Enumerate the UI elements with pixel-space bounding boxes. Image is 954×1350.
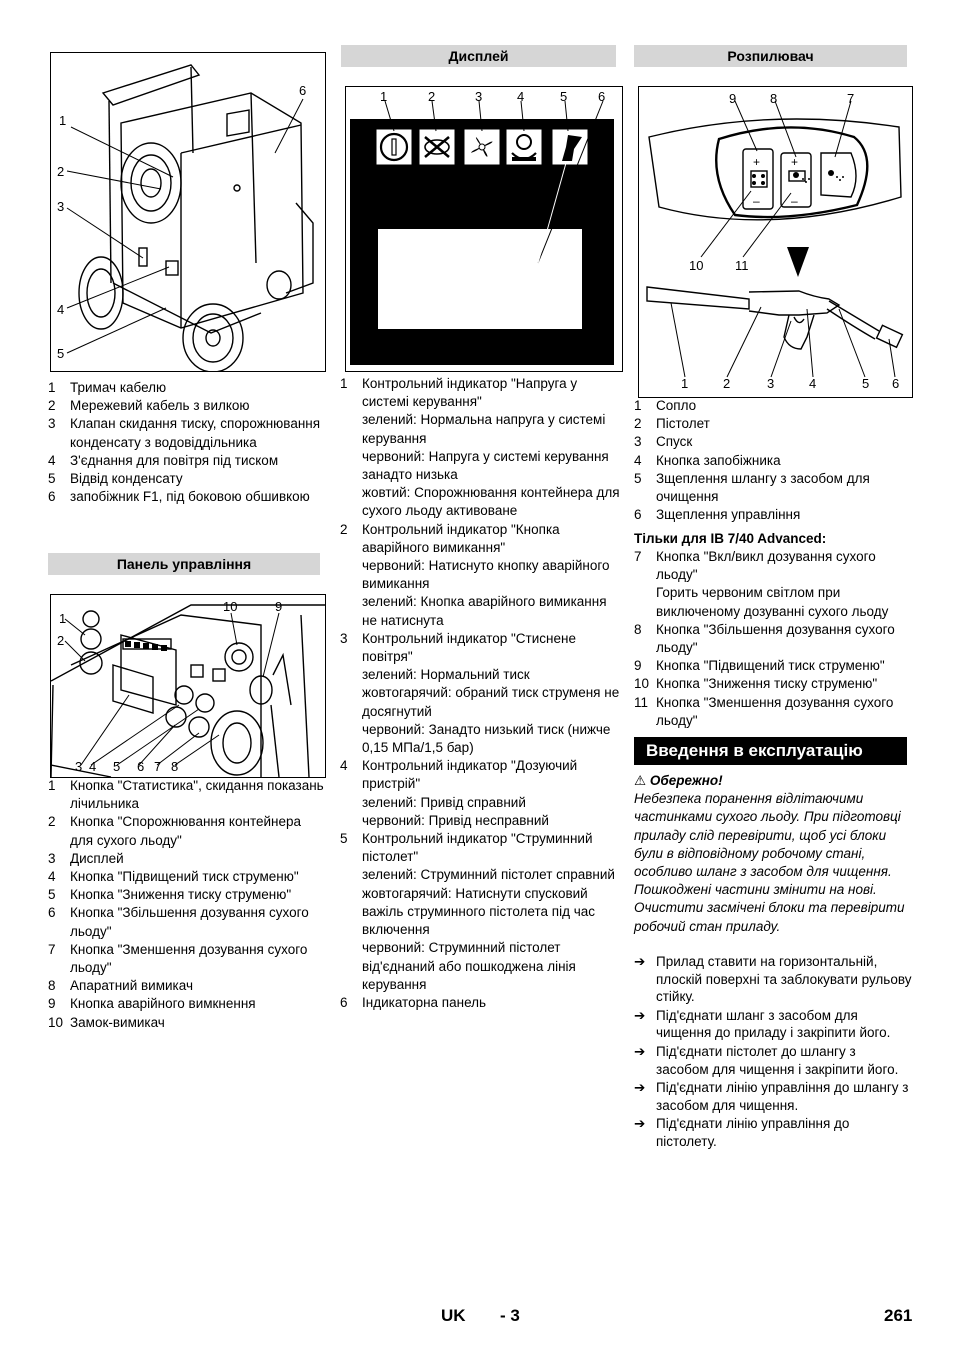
list-item: 3 Спуск [634,434,693,450]
machine-callout-4: 4 [57,302,65,317]
warning-text: Небезпека поранення відлітаючими частинками сухого льоду. При підготовці приладу слід перевірити, щоб усі блоки були в відповідному робочому стані, особливо шланг з засобом для чищення. Пошкоджені частини змінити на нові. Очистити засмічені блоки та перевірити робочий стан приладу. [634,791,905,934]
list-item: ➔ Прилад ставити на горизонтальній, плоскій поверхні та заблокувати рульову стійку. [634,954,912,1005]
list-item: 4 Контрольний індикатор "Дозуючий пристрій" зелений: Привід справний червоний: Привід несправний [340,757,620,830]
list-item: 9 Кнопка "Підвищений тиск струменю" [634,658,885,674]
arrow-right-icon: ➔ [634,954,646,969]
svg-text:–: – [791,194,798,208]
list-item: 6 Зщеплення управління [634,507,801,523]
list-subitem: Горить червоним світлом при виключеному дозуванні сухого льоду [656,585,889,619]
list-item: 1 Контрольний індикатор "Напруга у системі керування" зелений: Нормальна напруга у системі керування червоний: Напруга у системі керування занадто низька жовтий: Спорожнювання контейнера для сухого льоду активоване [340,375,620,521]
panel-parts-list [48,777,326,1032]
advanced-parts-list [634,548,912,730]
panel-callout-4: 4 [89,759,97,774]
warning-title-row [634,772,912,790]
machine-illustration [51,53,325,371]
list-subitem: жовтий: Спорожнювання контейнера для сухого льоду активоване [362,485,620,519]
arrow-right-icon: ➔ [634,1080,646,1096]
power-icon [376,129,412,165]
list-subitem: червоний: Привід несправний [362,812,549,828]
list-item: 7 Кнопка "Зменшення дозування сухого льоду" [48,941,308,976]
list-item: ➔ Під'єднати лінію управління до пістолету. [634,1116,850,1149]
list-item: 6 запобіжник F1, під боковою обшивкою [48,489,310,505]
footer-language: UK [441,1306,466,1325]
machine-callout-6: 6 [299,83,307,98]
panel-callout-5: 5 [113,759,121,774]
sprayer-callout-2: 2 [723,376,731,391]
sprayer-parts-list [634,397,912,524]
dosing-icon [506,129,542,165]
list-item: 2 Кнопка "Спорожнювання контейнера для сухого льоду" [48,814,302,848]
list-item: 6 Кнопка "Збільшення дозування сухого льоду" [48,905,309,939]
list-item: 2 Контрольний індикатор "Кнопка аварійного вимикання" червоний: Натиснуто кнопку аварійного вимикання зелений: Кнопка аварійного вимикання не натиснута [340,521,620,630]
list-item: 7 Кнопка "Вкл/викл дозування сухого льоду" Горить червоним світлом при виключеному дозуванні сухого льоду [634,548,912,621]
gun-icon [552,129,588,165]
list-item: 11 Кнопка "Зменшення дозування сухого льоду" [634,694,894,728]
svg-text:–: – [753,194,760,208]
list-subitem: червоний: Натиснуто кнопку аварійного вимикання [362,558,610,592]
machine-parts-list [48,379,326,506]
panel-callout-9: 9 [275,599,283,614]
list-item: 6 Індикаторна панель [340,994,487,1010]
list-subitem: жовтогарячий: Натиснути спусковий важіль струминного пістолета під час включення [362,885,595,938]
list-subitem: зелений: Струминний пістолет справний [362,867,615,883]
list-subitem: червоний: Занадто низький тиск (нижче 0,15 МПа/1,5 бар) [362,721,611,756]
footer-page-number: 261 [884,1306,913,1325]
panel-callout-8: 8 [171,759,179,774]
list-item: 10 Кнопка "Зниження тиску струменю" [634,676,878,692]
list-item: 5 Контрольний індикатор "Струминний пістолет" зелений: Струминний пістолет справний жовтогарячий: Натиснути спусковий важіль струминного пістолета під час включення червоний: Струминний пістолет від'єднаний або пошкоджена лінія керування [340,830,620,994]
panel-callout-2: 2 [57,633,65,648]
display-callout-1: 1 [380,89,388,104]
list-item: 3 Контрольний індикатор "Стиснене повітря" зелений: Нормальний тиск жовтогарячий: обраний тиск струменя не досягнутий червоний: Занадто низький тиск (нижче 0,15 МПа/1,5 бар) [340,630,620,757]
list-subitem: червоний: Струминний пістолет від'єднаний або пошкоджена лінія керування [362,940,576,992]
sprayer-callout-3: 3 [767,376,775,391]
control-panel-figure [50,594,326,778]
sprayer-callout-8: 8 [770,91,778,106]
advanced-only-label: Тільки для IB 7/40 Advanced: [634,531,827,546]
svg-text:+: + [753,155,761,169]
list-item: 4 Кнопка запобіжника [634,452,781,468]
list-item: 9 Кнопка аварійного вимкнення [48,996,256,1012]
list-item: 3 Клапан скидання тиску, спорожнювання конденсату з водовіддільника [48,416,321,450]
display-section-header: Дисплей [341,45,616,67]
display-figure [345,86,623,372]
svg-text:+: + [791,155,799,169]
sprayer-callout-10: 10 [689,258,704,273]
panel-callout-6: 6 [137,759,145,774]
sprayer-callout-1: 1 [681,376,689,391]
display-callout-4: 4 [517,89,525,104]
list-item: 1 Кнопка "Статистика", скидання показань лічильника [48,778,324,812]
list-item: 3 Дисплей [48,850,124,866]
list-item: 2 Пістолет [634,416,710,432]
list-item: ➔ Під'єднати пістолет до шлангу з засобом для чищення і закріпити його. [634,1043,899,1077]
list-subitem: зелений: Нормальний тиск [362,667,530,683]
machine-callout-1: 1 [59,113,67,128]
list-subitem: зелений: Привід справний [362,794,526,810]
display-callout-6: 6 [598,89,606,104]
sprayer-callout-5: 5 [862,376,870,391]
list-subitem: жовтогарячий: обраний тиск струменя не досягнутий [362,685,620,719]
list-item: 5 Зщеплення шлангу з засобом для очищення [634,470,870,505]
indicator-panel [378,229,582,329]
list-subitem: зелений: Кнопка аварійного вимикання не натиснута [362,594,607,628]
sprayer-callout-7: 7 [847,91,855,106]
sprayer-callout-6: 6 [892,376,900,391]
list-subitem: червоний: Напруга у системі керування занадто низька [362,448,609,483]
sprayer-callout-11: 11 [735,258,749,273]
commissioning-steps [634,953,912,1152]
list-subitem: зелений: Нормальна напруга у системі керування [362,412,606,446]
arrow-down-icon [787,247,809,277]
list-item: 10 Замок-вимикач [48,1014,165,1030]
list-item: 8 Кнопка "Збільшення дозування сухого льоду" [634,621,895,656]
panel-callout-3: 3 [75,759,83,774]
panel-section-header: Панель управління [48,553,320,575]
sprayer-callout-9: 9 [729,91,737,106]
arrow-right-icon: ➔ [634,1007,646,1023]
list-item: ➔ Під'єднати шланг з засобом для чищення до приладу і закріпити його. [634,1007,891,1041]
display-icons [346,87,622,371]
list-item: 1 Сопло [634,398,697,413]
panel-callout-10: 10 [223,599,238,614]
warning-block [634,772,912,936]
list-item: 4 З'єднання для повітря під тиском [48,452,279,468]
warning-title: Обережно! [649,773,723,788]
emergency-stop-icon [419,129,455,165]
list-item: 5 Відвід конденсату [48,471,183,487]
machine-callout-2: 2 [57,164,65,179]
display-callout-5: 5 [560,89,568,104]
machine-callout-3: 3 [57,199,65,214]
commissioning-section-header: Введення в експлуатацію [634,737,907,765]
sprayer-figure [638,86,913,398]
sprayer-section-header: Розпилювач [634,45,907,67]
panel-callout-1: 1 [59,611,67,626]
list-item: 2 Мережевий кабель з вилкою [48,398,250,414]
display-callout-3: 3 [475,89,483,104]
list-item: 1 Тримач кабелю [48,380,167,395]
warning-triangle-icon: ⚠ [634,773,647,788]
display-indicator-list [340,375,620,1012]
display-callout-2: 2 [428,89,436,104]
fan-icon [464,129,500,165]
sprayer-callout-4: 4 [809,376,817,391]
machine-figure [50,52,326,372]
arrow-right-icon: ➔ [634,1116,646,1132]
sprayer-illustration [639,87,912,397]
list-item: 4 Кнопка "Підвищений тиск струменю" [48,869,299,885]
list-item: 5 Кнопка "Зниження тиску струменю" [48,887,292,903]
machine-callout-5: 5 [57,346,65,361]
arrow-right-icon: ➔ [634,1043,646,1059]
panel-callout-7: 7 [154,759,162,774]
panel-illustration [51,595,325,777]
footer-local-page: - 3 [500,1306,520,1325]
list-item: 8 Апаратний вимикач [48,978,193,994]
list-item: ➔ Під'єднати лінію управління до шлангу з засобом для чищення. [634,1080,909,1113]
